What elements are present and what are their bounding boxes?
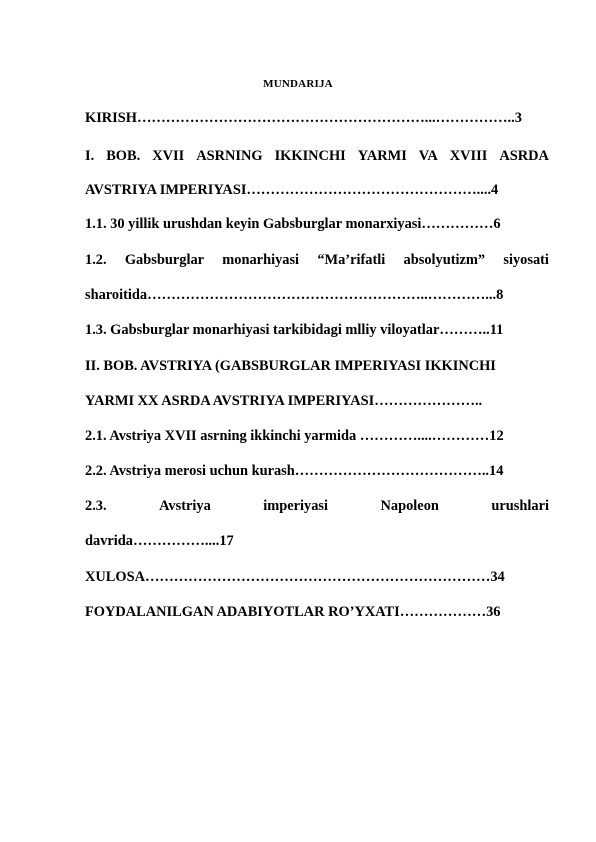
toc-entry-1-1: 1.1. 30 yillik urushdan keyin Gabsburglar monarxiyasi……………6 <box>85 216 501 232</box>
toc-word: urushlari <box>491 498 549 514</box>
toc-word: XVIII <box>449 148 488 164</box>
toc-word: absolyutizm” <box>403 252 486 268</box>
toc-entry-2-1: 2.1. Avstriya XVII asrning ikkinchi yarmida …………....…………12 <box>85 428 504 444</box>
toc-word: Gabsburglar <box>124 252 205 268</box>
toc-word: 2.3. <box>85 498 107 514</box>
toc-entry-2-3-line1 <box>85 497 549 515</box>
toc-entry-xulosa: XULOSA………………………………………………………………34 <box>85 569 505 585</box>
page-title: MUNDARIJA <box>263 78 333 90</box>
toc-word: Avstriya <box>159 498 211 514</box>
toc-word: YARMI <box>357 148 407 164</box>
toc-entry-kirish: KIRISH……………………………………………………...……………..3 <box>85 110 522 126</box>
toc-entry-1-2-line1 <box>85 251 549 269</box>
toc-word: ASRDA <box>499 148 549 164</box>
toc-word: BOB. <box>106 148 141 164</box>
toc-word: monarhiyasi <box>222 252 300 268</box>
toc-word: VA <box>418 148 438 164</box>
toc-entry-2-3-line2: davrida……………....17 <box>85 533 234 549</box>
toc-word: imperiyasi <box>263 498 329 514</box>
toc-word: ASRNING <box>196 148 263 164</box>
toc-word: 1.2. <box>85 252 107 268</box>
toc-word: IKKINCHI <box>274 148 346 164</box>
toc-word: “Ma’rifatli <box>317 252 386 268</box>
toc-word: I. <box>85 148 95 164</box>
toc-word: XVII <box>152 148 185 164</box>
toc-entry-1-2-line2: sharoitida…………………………………………………..…………...8 <box>85 287 504 303</box>
toc-word: Napoleon <box>380 498 439 514</box>
toc-entry-1-3: 1.3. Gabsburglar monarhiyasi tarkibidagi mlliy viloyatlar………..11 <box>85 322 504 338</box>
toc-entry-bob1-line2: AVSTRIYA IMPERIYASI…………………………………………....4 <box>85 182 499 198</box>
toc-entry-bob2-line2: YARMI XX ASRDA AVSTRIYA IMPERIYASI………………….. <box>85 393 483 409</box>
toc-entry-bob1-line1 <box>85 147 549 165</box>
toc-word: siyosati <box>503 252 549 268</box>
toc-entry-2-2: 2.2. Avstriya merosi uchun kurash…………………………………..14 <box>85 463 504 479</box>
toc-entry-adabiyotlar: FOYDALANILGAN ADABIYOTLAR RO’YXATI………………36 <box>85 604 501 620</box>
toc-entry-bob2-line1: II. BOB. AVSTRIYA (GABSBURGLAR IMPERIYASI IKKINCHI <box>85 358 496 374</box>
